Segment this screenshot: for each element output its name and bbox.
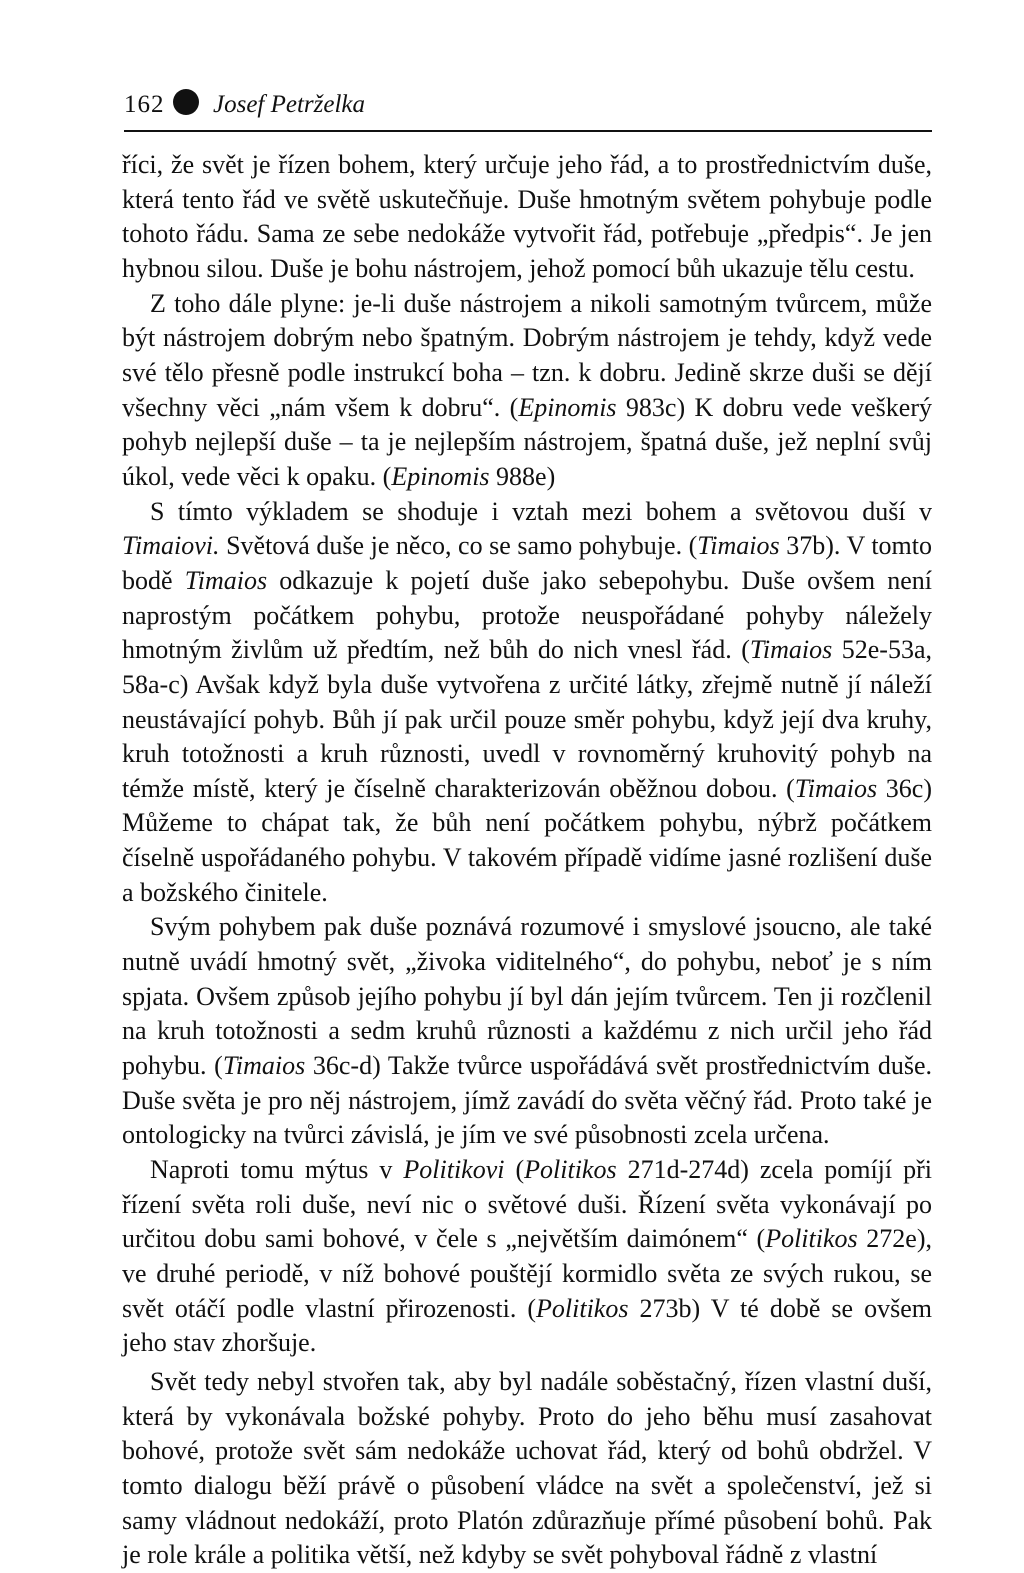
body-paragraph [122,495,932,911]
body-paragraph [122,910,932,1153]
text-run: S tímto výkladem se shoduje i vztah mezi bohem a světovou duší v [150,496,932,526]
text-run: odkazuje k pojetí duše jako sebepohybu. Duše ovšem není naprostým počátkem pohybu, protože neuspořádané pohyby náležely hmotným živlům už předtím, než bůh do nich vnesl řád. ( [122,565,932,665]
text-run: 36c) Můžeme to chápat tak, že bůh není počátkem pohybu, nýbrž počátkem číselně uspořádaného pohybu. V takovém případě vidíme jasné rozlišení duše a božského činitele. [122,773,932,907]
text-run: Svým pohybem pak duše poznává rozumové i smyslové jsoucno, ale také nutně uvádí hmotný svět, „živoka viditelného“, do pohybu, neboť je s ním spjata. Ovšem způsob jejího pohybu jí byl dán jejím tvůrcem. Ten ji rozčlenil na kruh totožnosti a sedm kruhů různosti a každému z nich určil jeho řád pohybu. ( [122,912,932,1081]
text-run: 983c) K dobru vede veškerý pohyb nejlepší duše – ta je nejlepším nástrojem, špatná duše, jež neplní svůj úkol, vede věci k opaku. ( [122,392,932,491]
text-run: 36c-d) Takže tvůrce uspořádává svět prostřednictvím duše. Duše světa je pro něj nástrojem, jímž zavádí do světa věčný řád. Proto také je ontologicky na tvůrci závislá, je jím ve své působnosti zcela určena. [122,1051,932,1150]
text-run: ( [504,1155,525,1185]
work-title: Politikos [536,1293,629,1323]
text-run: Z toho dále plyne: je-li duše nástrojem a nikoli samotným tvůrcem, může být nástrojem dobrým nebo špatným. Dobrým nástrojem je tehdy, když vede své tělo přesně podle instrukcí boha – tzn. k dobru. Jedině skrze duši se dějí všechny věci „nám všem k dobru“. ( [122,288,932,422]
work-title: Timaios [222,1051,306,1081]
text-run: 988e) [489,461,556,491]
work-title: Timaios [749,635,833,665]
text-run: 272e), ve druhé periodě, v níž bohové pouštějí kormidlo světa ze svých rukou, se svět otáčí podle vlastní přirozenosti. ( [122,1224,932,1323]
page-header [0,0,1024,160]
text-run: 52e-53a, 58a-c) Avšak když byla duše vytvořena z určité látky, zřejmě nutně jí náleží neustávající pohyb. Bůh jí pak určil pouze směr pohybu, když její dva kruhy, kruh totožnosti a kruh různosti, uvedl v rovnoměrný kruhovitý pohyb na témže místě, který je číselně charakterizován oběžnou dobou. ( [122,635,932,803]
header-rule [124,130,932,132]
work-title: Epinomis [518,392,617,422]
work-title: Politikos [765,1224,858,1254]
text-run: Světová duše je něco, co se samo pohybuje. ( [219,531,698,561]
work-title: Timaios [697,531,780,561]
work-title: Epinomis [391,461,490,491]
text-run: Naproti tomu mýtus v [150,1155,404,1185]
text-run: Svět tedy nebyl stvořen tak, aby byl nadále soběstačný, řízen vlastní duší, která by vykonávala božské pohyby. Proto do jeho běhu musí zasahovat bohové, protože svět sám nedokáže uchovat řád, který od bohů obdržel. V tomto dialogu běží právě o působení vládce na svět a společenství, jež si samy vládnout nedokáží, proto Platón zdůrazňuje přímé působení bohů. Pak je role krále a politika větší, než kdyby se svět pohyboval řádně z vlastní [122,1366,932,1570]
header-bullet-icon [173,89,199,115]
work-title: Politikovi [403,1155,505,1185]
running-head-author: Josef Petrželka [213,91,366,118]
body-paragraph [122,148,932,287]
text-run: 37b). V tomto bodě [122,531,932,595]
work-title: Timaios [184,565,268,595]
work-title: Timaiovi. [122,531,220,561]
body-text [122,148,932,1573]
body-paragraph [122,1153,932,1361]
text-run: říci, že svět je řízen bohem, který určuje jeho řád, a to prostřednictvím duše, která tento řád ve světě uskutečňuje. Duše hmotným světem pohybuje podle tohoto řádu. Sama ze sebe nedokáže vytvořit řád, potřebuje „předpis“. Je jen hybnou silou. Duše je bohu nástrojem, jehož pomocí bůh ukazuje tělu cestu. [122,150,932,283]
text-run: 273b) V té době se ovšem jeho stav zhoršuje. [122,1293,932,1358]
page-number: 162 [124,91,165,118]
work-title: Timaios [794,773,878,803]
body-paragraph [122,1365,932,1573]
body-paragraph [122,287,932,495]
work-title: Politikos [524,1155,617,1185]
text-run: 271d-274d) zcela pomíjí při řízení světa roli duše, neví nic o světové duši. Řízení světa vykonávají po určitou dobu sami bohové, v čele s „největším daimónem“ ( [122,1155,932,1254]
